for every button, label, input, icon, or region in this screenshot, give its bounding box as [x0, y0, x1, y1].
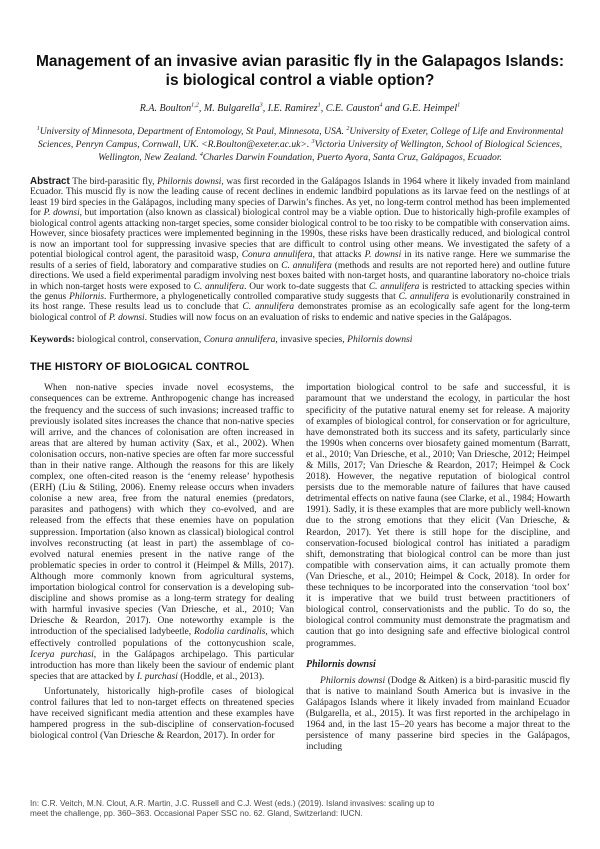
title-line-1: Management of an invasive avian parasitic fly in the Galapagos Islands: — [35, 53, 565, 70]
body-paragraph: Philornis downsi (Dodge & Aitken) is a bird-parasitic muscid fly that is native to mainland South America but is invasive in the Galápagos Islands where it likely invaded from mainland Ecuador (Bulgarella, et al., 2015). It was first reported in the archipelago in 1964 and, in the last 15–20 years has become a major threat to the persistence of many passerine bird species in the Galápagos, including — [306, 674, 570, 753]
footer-citation: In: C.R. Veitch, M.N. Clout, A.R. Martin, J.C. Russell and C.J. West (eds.) (2019). Island invasives: scaling up to meet the challenge, pp. 360–363. Occasional Paper SSC no. 62. Gland, Switzerland: IUCN. — [30, 799, 435, 818]
section-heading: THE HISTORY OF BIOLOGICAL CONTROL — [30, 361, 250, 374]
keywords-line — [30, 334, 570, 345]
body-paragraph: Unfortunately, historically high-profile cases of biological control failures that led to non-target effects on threatened species have received significant media attention and these examples have hampered progress in the sub-discipline of conservation-focused biological control (Van Driesche & Reardon, 2017). In order for — [30, 685, 294, 742]
subsection-heading: Philornis downsi — [306, 658, 376, 670]
left-column — [30, 382, 294, 752]
keywords-label: Keywords: — [30, 334, 75, 346]
authors-line: R.A. Boulton$^{1,2}$, M. Bulgarella$^3$, I.E. Ramirez$^1$, C.E. Causton$^4$ and G.E. Heimpel$^1$ — [139, 101, 461, 114]
page-title — [30, 0, 570, 90]
abstract-label: Abstract — [30, 176, 70, 187]
body-paragraph: When non-native species invade novel ecosystems, the consequences can be extreme. Anthropogenic change has increased the frequency and the success of such invasions; increased traffic to previously isolated sites increases the chance that non-native species will arrive, and the chances of colonisation are often increased in areas that are altered by human activity (Sax, et al., 2002). When colonisation occurs, non-native species are often far more successful than in their native range. Although the reasons for this are likely complex, one often-cited reason is the ‘enemy release’ hypothesis (ERH) (Liu & Stiling, 2006). Enemy release occurs when invaders colonise a new area, free from the natural enemies (predators, parasites and pathogens) with which they co-evolved, and are released from the effects that these enemies have on population suppression. Importation (also known as classical) biological control involves reconstructing (at least in part) the assemblage of co-evolved natural enemies present in the native range of the problematic species in order to control it (Heimpel & Mills, 2017). Although more commonly known from agricultural systems, importation biological control for conservation is a developing sub-discipline and shows promise as a long-term strategy for dealing with harmful invasive species (Van Driesche, et al., 2010; Van Driesche & Reardon, 2017). One noteworthy example is the introduction of the specialised ladybeetle, Rodolia cardinalis, which effectively controlled populations of the cottonycushion scale, Icerya purchasi, in the Galápagos archipelago. This particular introduction has more than likely been the saviour of endemic plant species that are attacked by I. purchasi (Hoddle, et al., 2013). — [30, 382, 295, 682]
abstract-text: The bird-parasitic fly, Philornis downsi, was first recorded in the Galápagos Islands in 1964 where it likely invaded from mainland Ecuador. This muscid fly is now the leading cause of recent declines in endemic landbird populations as its larvae feed on the nestlings of at least 19 bird species in the Galápagos, including many species of Darwin’s finches. As yet, no long-term control method has been implemented for P. downsi, but importation (also known as classical) biological control may be a viable option. Due to historically high-profile examples of biological control agents attacking non-target species, some consider biological control to be too risky to be compatible with conservation aims. However, since biosafety practices were implemented beginning in the 1990s, these risks have been drastically reduced, and biological control is now an important tool for suppressing invasive species that are difficult to control using other means. We investigated the safety of a potential biological control agent, the parasitoid wasp, Conura annulifera, that attacks P. downsi in its native range. Here we summarise the results of a series of field, laboratory and comparative studies on C. annulifera (methods and results are not reported here) and outline future directions. We used a field experimental paradigm involving nest boxes baited with non-target hosts, and quarantine laboratory no-choice trials in which non-target hosts were exposed to C. annulifera. Our work to-date suggests that C. annulifera is restricted to attacking species within the genus Philornis. Furthermore, a phylogenetically controlled comparative study suggests that C. annulifera is evolutionarily constrained in its host range. These results lead us to conclude that C. annulifera demonstrates promise as an ecologically safe agent for the long-term biological control of P. downsi. Studies will now focus on an evaluation of risks to endemic and native species in the Galápagos. — [30, 177, 570, 323]
title-line-2: is biological control a viable option? — [165, 72, 435, 89]
abstract-paragraph — [30, 177, 570, 323]
keywords-text: biological control, conservation, Conura annulifera, invasive species, Philornis downsi — [74, 334, 413, 346]
right-column — [306, 382, 570, 752]
two-column-body — [30, 382, 570, 752]
affiliations: $^1$University of Minnesota, Department of Entomology, St Paul, Minnesota, USA. $^2$University of Exeter, College of Life and Environmental Sciences, Penryn Campus, Cornwall, UK. <R.Boulton@exeter.ac.uk>. $^3$Victoria University of Wellington, School of Biological Sciences, Wellington, New Zealand. $^4$Charles Darwin Foundation, Puerto Ayora, Santa Cruz, Galápagos, Ecuador. — [36, 125, 564, 163]
body-paragraph: importation biological control to be safe and successful, it is paramount that we understand the ecology, in particular the host specificity of the putative natural enemy set for release. A majority of examples of biological control, for conservation or for agriculture, have demonstrated both its success and its safety, particularly since the 1990s when concerns over biosafety gained momentum (Barratt, et al., 2010; Van Driesche, et al., 2010; Van Driesche, 2012; Heimpel & Mills, 2017; Van Driesche & Reardon, 2017; Heimpel & Cock 2018). However, the negative reputation of biological control persists due to the memorable nature of failures that have caused detrimental effects on native fauna (see Clarke, et al., 1984; Howarth 1991). Sadly, it is these examples that are more publicly well-known due to the strong emotions that they elicit (Van Driesche, & Reardon, 2017). Yet there is still hope for the discipline, and conservation-focused biological control has initiated a paradigm shift, demonstrating that biological control can be more than just compatible with conservation aims, it can actually promote them (Van Driesche, et al., 2010; Heimpel & Cock, 2018). In order for these techniques to be incorporated into the conservation ‘tool box’ it is imperative that we build trust between practitioners of biological control, conservationists and the public. To do so, the biological control community must demonstrate the pragmatism and caution that go into designing safe and effective biological control programmes. — [306, 382, 570, 649]
